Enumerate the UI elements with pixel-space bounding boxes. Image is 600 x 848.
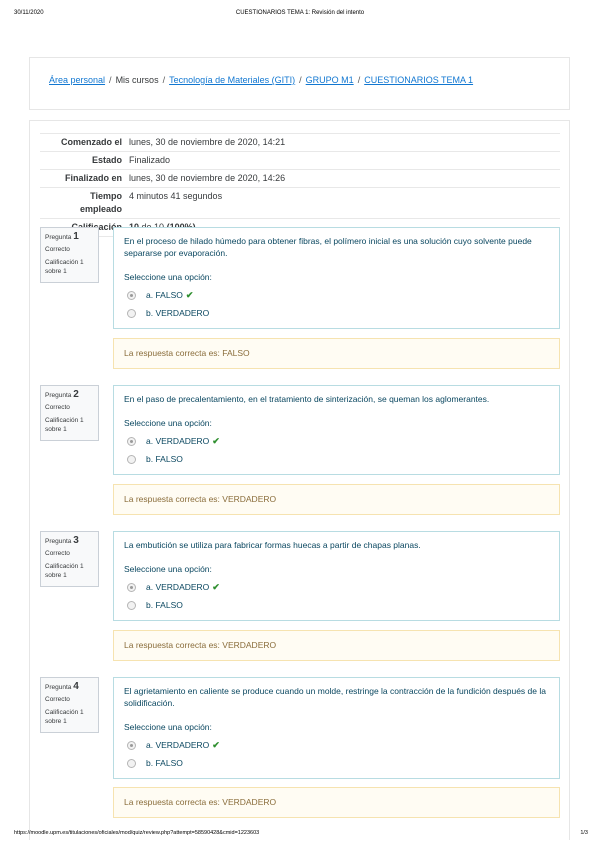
question-number: 2 bbox=[73, 389, 79, 400]
summary-value: Finalizado bbox=[129, 155, 171, 165]
question-grade: Calificación 1 sobre 1 bbox=[45, 417, 84, 433]
answer-option[interactable] bbox=[124, 581, 549, 593]
breadcrumb-group-link[interactable]: GRUPO M1 bbox=[305, 75, 354, 85]
question-grade: Calificación 1 sobre 1 bbox=[45, 709, 84, 725]
question-label: Pregunta bbox=[45, 538, 72, 545]
print-title: CUESTIONARIOS TEMA 1: Revisión del intento bbox=[235, 10, 365, 16]
summary-label-line: empleado bbox=[79, 204, 122, 214]
question-content-3 bbox=[113, 531, 560, 621]
question-text: La embutición se utiliza para fabricar formas huecas a partir de chapas planas. bbox=[124, 540, 421, 550]
check-icon: ✔ bbox=[212, 740, 220, 750]
question-info-1 bbox=[40, 227, 99, 283]
summary-value: lunes, 30 de noviembre de 2020, 14:26 bbox=[129, 173, 286, 183]
summary-label: Comenzado el bbox=[60, 137, 122, 147]
summary-value: 4 minutos 41 segundos bbox=[129, 191, 223, 201]
answer-option-label: b. FALSO bbox=[146, 600, 183, 610]
select-prompt: Seleccione una opción: bbox=[124, 564, 212, 574]
question-grade: Calificación 1 sobre 1 bbox=[45, 563, 84, 579]
select-prompt: Seleccione una opción: bbox=[124, 418, 212, 428]
question-content-4 bbox=[113, 677, 560, 779]
answer-option[interactable] bbox=[124, 289, 549, 301]
question-state: Correcto bbox=[45, 404, 70, 411]
question-text: En el proceso de hilado húmedo para obtener fibras, el polímero inicial es una solución cuyo solvente puede separarse por evaporación. bbox=[124, 236, 532, 258]
question-info-2 bbox=[40, 385, 99, 441]
question-text: El agrietamiento en caliente se produce cuando un molde, restringe la contracción de la fundición después de la solidificación. bbox=[124, 686, 546, 708]
attempt-summary-table bbox=[40, 133, 560, 237]
check-icon: ✔ bbox=[185, 290, 194, 300]
print-url: https://moodle.upm.es/titulaciones/oficiales/mod/quiz/review.php?attempt=58590428&cmid=1223603 bbox=[14, 830, 260, 836]
breadcrumb-separator: / bbox=[162, 75, 166, 85]
summary-row-time bbox=[40, 187, 560, 218]
answer-option-label: b. VERDADERO bbox=[146, 308, 210, 318]
radio-selected[interactable] bbox=[127, 741, 136, 750]
summary-row-started bbox=[40, 133, 560, 151]
question-text: En el paso de precalentamiento, en el tratamiento de sinterización, se queman los aglomerantes. bbox=[124, 394, 490, 404]
radio-selected[interactable] bbox=[127, 291, 136, 300]
answer-option-label: a. VERDADERO bbox=[146, 740, 210, 750]
answer-option[interactable] bbox=[124, 739, 549, 751]
feedback-3: La respuesta correcta es: VERDADERO bbox=[113, 630, 560, 661]
breadcrumb-separator: / bbox=[357, 75, 361, 85]
select-prompt: Seleccione una opción: bbox=[124, 272, 212, 282]
radio-selected[interactable] bbox=[127, 437, 136, 446]
summary-label-line: Tiempo bbox=[90, 191, 122, 201]
question-state: Correcto bbox=[45, 696, 70, 703]
question-label: Pregunta bbox=[45, 684, 72, 691]
radio-unselected[interactable] bbox=[127, 601, 136, 610]
radio-unselected[interactable] bbox=[127, 309, 136, 318]
breadcrumb-separator: / bbox=[109, 75, 112, 85]
breadcrumb-card bbox=[29, 57, 570, 110]
answer-option-label: a. VERDADERO bbox=[146, 582, 210, 592]
answer-option[interactable] bbox=[124, 757, 549, 769]
question-number: 1 bbox=[73, 231, 79, 242]
question-info-3 bbox=[40, 531, 99, 587]
answer-option[interactable] bbox=[124, 599, 549, 611]
feedback-2: La respuesta correcta es: VERDADERO bbox=[113, 484, 560, 515]
summary-row-finished bbox=[40, 169, 560, 187]
question-label: Pregunta bbox=[45, 234, 72, 241]
answer-option[interactable] bbox=[124, 435, 549, 447]
breadcrumb-course-link[interactable]: Tecnología de Materiales (GITI) bbox=[169, 75, 296, 85]
question-number: 3 bbox=[73, 535, 79, 546]
question-grade: Calificación 1 sobre 1 bbox=[45, 259, 84, 275]
radio-unselected[interactable] bbox=[127, 759, 136, 768]
question-state: Correcto bbox=[45, 246, 70, 253]
answer-option[interactable] bbox=[124, 453, 549, 465]
question-state: Correcto bbox=[45, 550, 70, 557]
breadcrumb-separator: / bbox=[299, 75, 302, 85]
print-date: 30/11/2020 bbox=[14, 10, 44, 16]
summary-label: Estado bbox=[91, 155, 122, 165]
breadcrumb-home-link[interactable]: Área personal bbox=[49, 75, 106, 85]
breadcrumb bbox=[49, 75, 473, 85]
question-content-2 bbox=[113, 385, 560, 475]
check-icon: ✔ bbox=[212, 582, 220, 592]
select-prompt: Seleccione una opción: bbox=[124, 722, 212, 732]
summary-value: lunes, 30 de noviembre de 2020, 14:21 bbox=[129, 137, 286, 147]
answer-option-label: a. VERDADERO bbox=[146, 436, 210, 446]
breadcrumb-quiz-link[interactable]: CUESTIONARIOS TEMA 1 bbox=[364, 75, 474, 85]
question-info-4 bbox=[40, 677, 99, 733]
summary-label: Finalizado en bbox=[64, 173, 122, 183]
breadcrumb-mycourses: Mis cursos bbox=[115, 75, 159, 85]
question-content-1 bbox=[113, 227, 560, 329]
answer-option[interactable] bbox=[124, 307, 549, 319]
check-icon: ✔ bbox=[212, 436, 220, 446]
radio-selected[interactable] bbox=[127, 583, 136, 592]
summary-label bbox=[40, 190, 122, 216]
answer-option-label: b. FALSO bbox=[146, 758, 183, 768]
answer-option-label: a. FALSO bbox=[146, 290, 183, 300]
question-number: 4 bbox=[73, 681, 79, 692]
answer-option-label: b. FALSO bbox=[146, 454, 183, 464]
feedback-4: La respuesta correcta es: VERDADERO bbox=[113, 787, 560, 818]
feedback-1: La respuesta correcta es: FALSO bbox=[113, 338, 560, 369]
print-page-count: 1/3 bbox=[580, 830, 588, 836]
summary-row-state bbox=[40, 151, 560, 169]
radio-unselected[interactable] bbox=[127, 455, 136, 464]
question-label: Pregunta bbox=[45, 392, 72, 399]
